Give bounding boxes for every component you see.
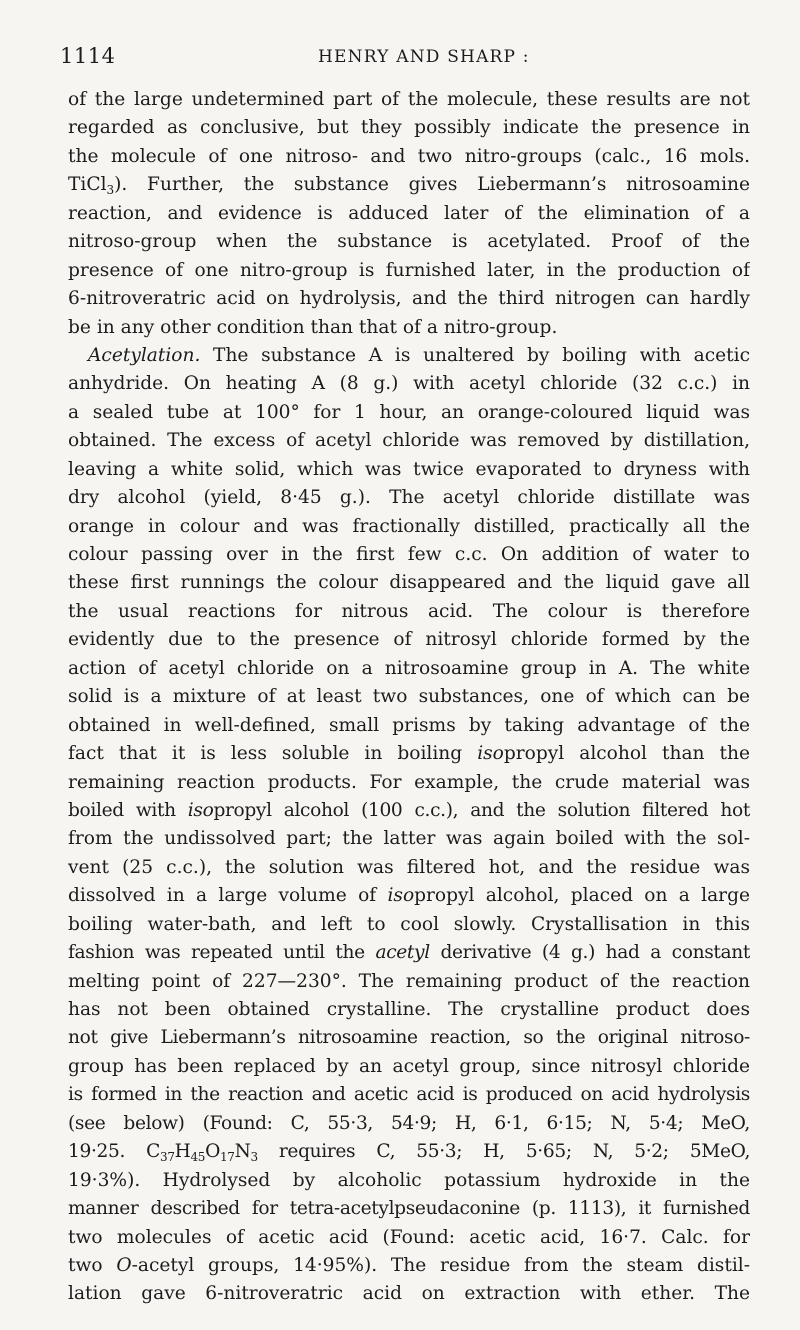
text-line: a sealed tube at 100° for 1 hour, an orange-coloured liquid was [68,401,750,423]
text-line: is formed in the reaction and acetic acid is produced on acid hydrolysis [68,1084,750,1106]
text-line: group has been replaced by an acetyl group, since nitrosyl chloride [68,1055,750,1077]
text-line: boiling water-bath, and left to cool slowly. Crystallisation in this [68,913,750,935]
text-line: remaining reaction products. For example, the crude material was [68,771,750,793]
text-line: boiled with isopropyl alcohol (100 c.c.), and the solution filtered hot [68,799,750,821]
page-number: 1114 [60,44,116,68]
text-line: reaction, and evidence is adduced later of the elimination of a [68,202,750,224]
text-line: two molecules of acetic acid (Found: acetic acid, 16·7. Calc. for [68,1226,750,1248]
text-line: 6-nitroveratric acid on hydrolysis, and the third nitrogen can hardly [68,288,750,310]
text-line: vent (25 c.c.), the solution was filtered hot, and the residue was [68,856,750,878]
text-line: obtained in well-defined, small prisms by taking advantage of the [68,714,750,736]
text-line: dissolved in a large volume of isopropyl alcohol, placed on a large [68,885,750,907]
text-line: the usual reactions for nitrous acid. The colour is therefore [68,600,750,622]
text-line: nitroso-group when the substance is acetylated. Proof of the [68,231,750,253]
text-line: action of acetyl chloride on a nitrosoamine group in A. The white [68,657,750,679]
text-line: fashion was repeated until the acetyl derivative (4 g.) had a constant [68,942,750,964]
text-line: be in any other condition than that of a nitro-group. [68,316,558,338]
section-heading-acetylation: Acetylation. [88,344,201,366]
text-line: orange in colour and was fractionally distilled, practically all the [68,515,750,537]
text-line: these first runnings the colour disappeared and the liquid gave all [68,572,750,594]
text-line: the molecule of one nitroso- and two nitro-groups (calc., 16 mols. [68,145,750,167]
text-line: solid is a mixture of at least two substances, one of which can be [68,686,750,708]
text-line: regarded as conclusive, but they possibly indicate the presence in [68,117,750,139]
text-line: lation gave 6-nitroveratric acid on extraction with ether. The [68,1283,750,1305]
text-line: not give Liebermann’s nitrosoamine reaction, so the original nitroso- [68,1027,750,1049]
text-line: TiCl$_3$). Further, the substance gives Liebermann’s nitrosoamine [68,174,750,198]
text-line: 19·3%). Hydrolysed by alcoholic potassium hydroxide in the [68,1169,750,1191]
text-line: anhydride. On heating A (8 g.) with acetyl chloride (32 c.c.) in [68,373,750,395]
text-line: from the undissolved part; the latter was again boiled with the sol- [68,828,750,850]
text-line: fact that it is less soluble in boiling isopropyl alcohol than the [68,743,750,765]
text-line: obtained. The excess of acetyl chloride was removed by distillation, [68,430,750,452]
text-line: of the large undetermined part of the molecule, these results are not [68,89,750,110]
text-line: (see below) (Found: C, 55·3, 54·9; H, 6·1, 6·15; N, 5·4; MeO, [68,1112,750,1134]
text-line: 19·25. $C_{37}H_{45}O_{17}N_3$ requires C, 55·3; H, 5·65; N, 5·2; 5MeO, [68,1141,750,1165]
text-line: two O-acetyl groups, 14·95%). The residue from the steam distil- [68,1254,750,1276]
text-line: leaving a white solid, which was twice evaporated to dryness with [68,458,750,480]
text-line: melting point of 227—230°. The remaining product of the reaction [68,970,750,992]
text-line: dry alcohol (yield, 8·45 g.). The acetyl chloride distillate was [68,487,750,509]
text-line: colour passing over in the first few c.c. On addition of water to [68,544,750,565]
text-line: manner described for tetra-acetylpseudaconine (p. 1113), it furnished [68,1198,750,1220]
text-line: evidently due to the presence of nitrosyl chloride formed by the [68,629,750,651]
text-line: has not been obtained crystalline. The crystalline product does [68,999,750,1020]
text-line: presence of one nitro-group is furnished later, in the production of [68,259,750,281]
text-line: Acetylation. The substance A is unaltered by boiling with acetic [88,344,750,366]
page-header [60,44,750,74]
body-text [68,86,750,1309]
running-head: HENRY AND SHARP : [318,47,530,67]
